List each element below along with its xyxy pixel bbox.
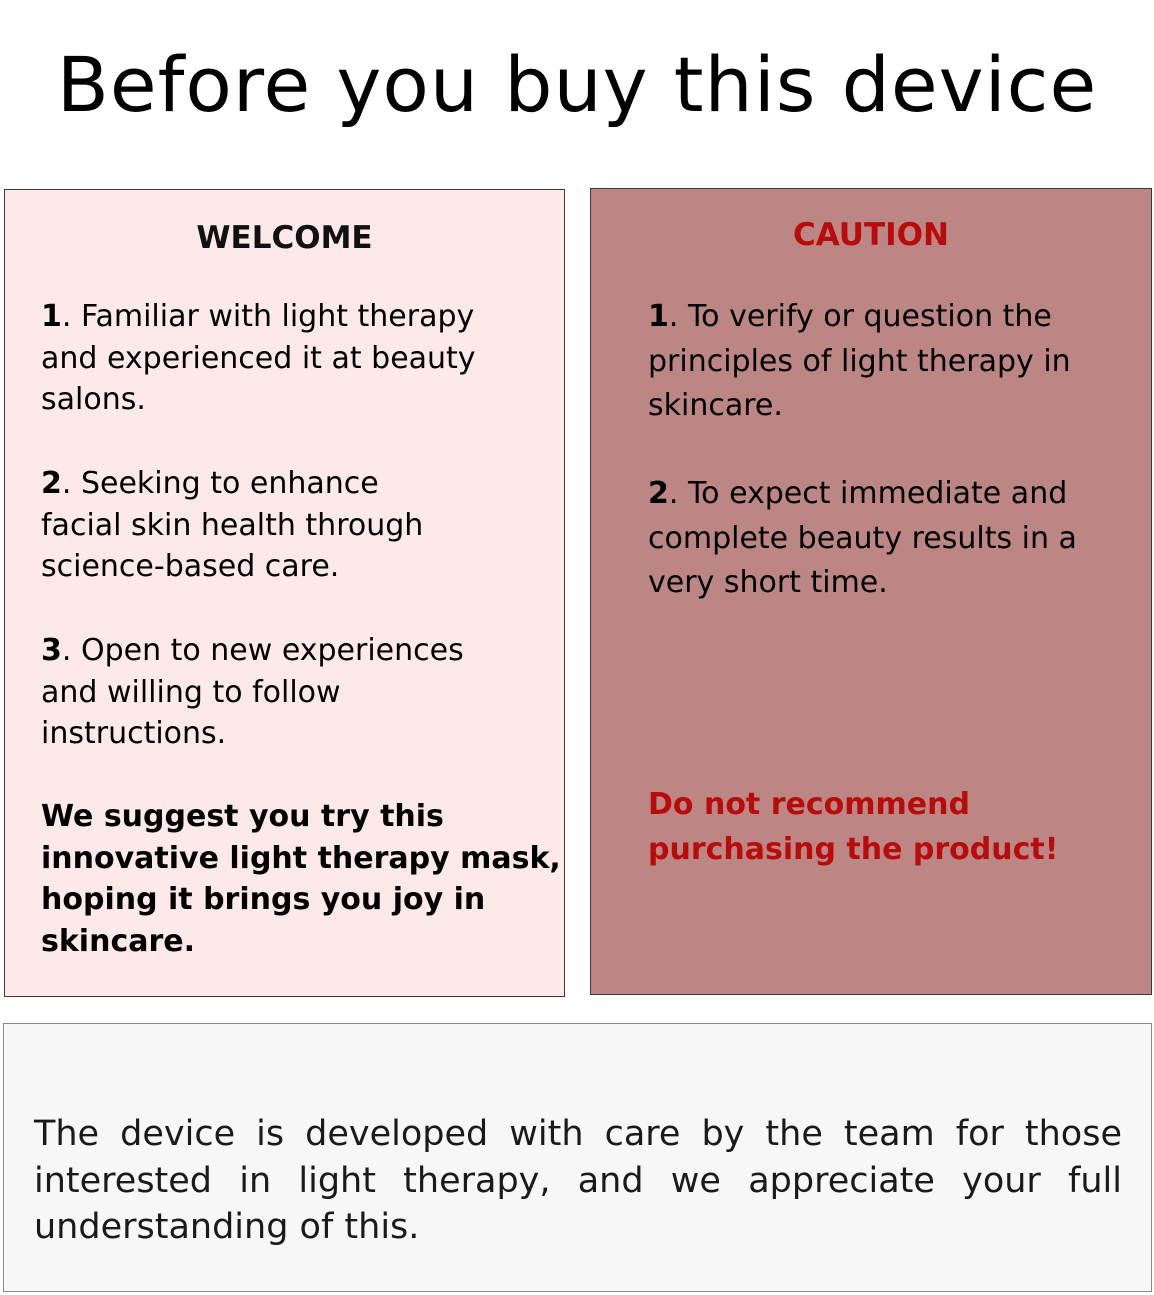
- item-number: 1: [648, 299, 669, 334]
- welcome-item-1: 1. Familiar with light therapy and experienced it at beauty salons.: [41, 296, 476, 421]
- suggestion-line: innovative light therapy mask,: [41, 840, 561, 876]
- item-line: To verify or question the: [687, 299, 1052, 334]
- warning-line: Do not recommend: [648, 787, 970, 822]
- footer-text: The device is developed with care by the team for those interested in light therapy, and we appreciate your full understanding of this.: [34, 1114, 1122, 1247]
- welcome-heading: WELCOME: [196, 220, 373, 256]
- item-line: To expect immediate and: [687, 476, 1068, 511]
- page-title: Before you buy this device: [56, 39, 1098, 129]
- item-number: 2: [648, 476, 669, 511]
- caution-item-1: 1. To verify or question the principles of light therapy in skincare.: [648, 295, 1071, 429]
- suggestion-line: skincare.: [41, 923, 196, 959]
- item-line: instructions.: [41, 716, 227, 751]
- welcome-item-3: 3. Open to new experiences and willing to follow instructions.: [41, 630, 464, 755]
- suggestion-line: We suggest you try this: [41, 799, 444, 834]
- item-line: skincare.: [648, 388, 783, 423]
- item-line: facial skin health through: [41, 507, 424, 543]
- caution-heading: CAUTION: [793, 217, 949, 253]
- item-number: 3: [41, 633, 62, 668]
- caution-warning: [648, 783, 1058, 872]
- item-line: Familiar with light therapy: [80, 299, 475, 334]
- item-line: and experienced it at beauty: [41, 340, 476, 376]
- item-line: Open to new experiences: [80, 633, 464, 668]
- warning-line: purchasing the product!: [648, 831, 1059, 867]
- item-line: Seeking to enhance: [80, 466, 379, 501]
- suggestion-line: hoping it brings you joy in: [41, 882, 486, 917]
- item-number: 2: [41, 466, 62, 501]
- caution-item-2: 2. To expect immediate and complete beauty results in a very short time.: [648, 472, 1077, 606]
- item-line: and willing to follow: [41, 674, 341, 710]
- item-line: principles of light therapy in: [648, 343, 1071, 379]
- footer-panel: [3, 1023, 1152, 1292]
- item-line: very short time.: [648, 565, 888, 600]
- item-line: complete beauty results in a: [648, 520, 1077, 556]
- welcome-suggestion: [41, 796, 561, 962]
- item-line: salons.: [41, 382, 146, 417]
- welcome-panel: [4, 189, 565, 997]
- item-number: 1: [41, 299, 62, 334]
- welcome-item-2: 2. Seeking to enhance facial skin health through science-based care.: [41, 463, 423, 588]
- caution-panel: [590, 188, 1152, 995]
- item-line: science-based care.: [41, 549, 340, 584]
